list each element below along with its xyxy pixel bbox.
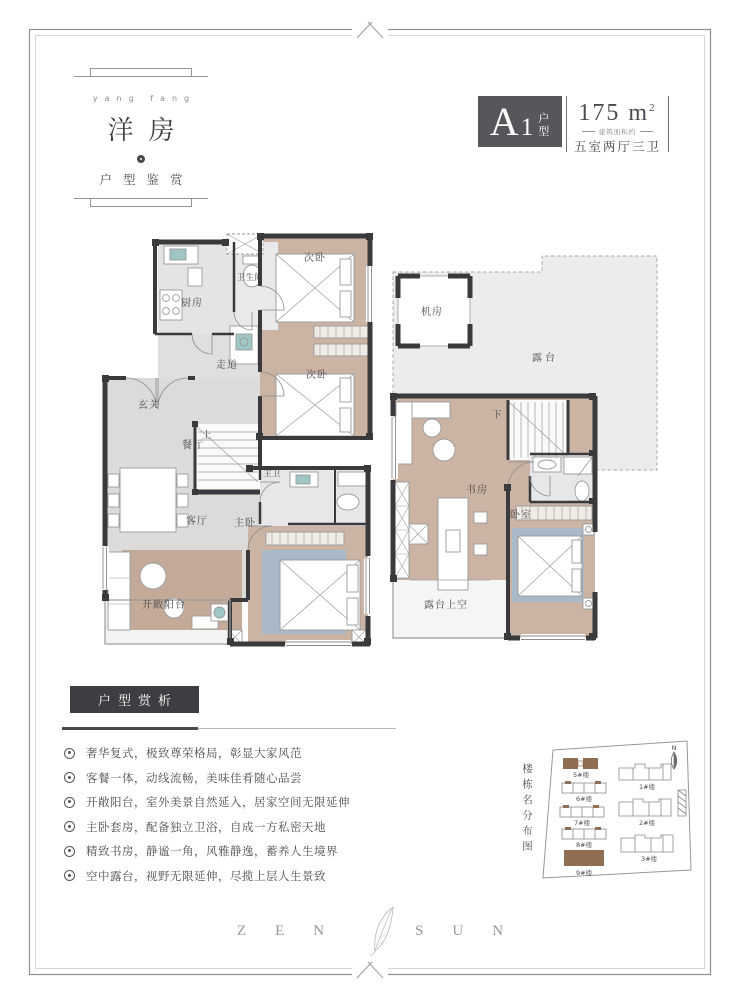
bed-icon	[276, 374, 354, 436]
room-label-balcony: 开敞阳台	[142, 600, 186, 611]
bed-icon	[276, 254, 354, 322]
room-label-dining: 餐厅	[182, 440, 204, 451]
room-label-kitchen: 厨房	[181, 298, 203, 309]
bullet-icon	[64, 870, 75, 881]
plant-icon	[211, 604, 228, 621]
list-item	[64, 864, 454, 889]
room-label-bedroom2b: 次卧	[306, 370, 328, 381]
bullet-icon	[64, 748, 75, 759]
unit-area	[574, 96, 661, 125]
north-compass-icon	[671, 744, 676, 769]
list-item-text: 空中露台，视野无限延伸，尽揽上层人生景致	[86, 868, 326, 883]
unit-letter: A	[489, 98, 519, 144]
unit-spec-detail	[566, 96, 669, 152]
stairs-down-label: 下	[492, 410, 502, 421]
page-title: 洋房	[107, 116, 190, 146]
dash-left	[582, 131, 595, 132]
north-label: N	[671, 744, 677, 752]
list-item	[64, 790, 454, 815]
sitemap-caption: 楼栋名分布图	[521, 763, 533, 856]
list-item	[64, 839, 454, 864]
unit-number: 1	[520, 114, 534, 141]
border-knot-top-icon	[352, 21, 388, 39]
room-label-terrace: 露台	[532, 353, 558, 364]
analysis-rule	[62, 727, 396, 730]
list-item	[64, 766, 454, 791]
list-item	[64, 815, 454, 840]
brand-right: SUN	[415, 922, 533, 939]
border-knot-bottom-icon	[352, 962, 388, 978]
area-note: 建筑面积约	[598, 128, 637, 136]
building-label: 2#楼	[638, 819, 656, 827]
analysis-title: 户型赏析	[70, 686, 199, 713]
unit-spec	[478, 96, 669, 152]
building-label: 9#楼	[575, 869, 593, 877]
dining-table-icon	[108, 468, 188, 532]
list-item-text: 开敞阳台，室外美景自然延入，居家空间无限延伸	[86, 795, 350, 810]
footer-brand	[0, 905, 740, 957]
floorplan-lower	[100, 228, 380, 652]
building-label: 8#楼	[575, 841, 593, 849]
room-label-corridor: 走道	[216, 360, 238, 371]
title-block	[74, 68, 208, 207]
building-label: 6#楼	[575, 795, 593, 803]
bullet-icon	[64, 772, 75, 783]
room-label-entry: 玄关	[138, 400, 160, 411]
room-label-bath: 卫生间	[237, 273, 263, 283]
building-label: 3#楼	[640, 855, 658, 863]
feather-icon	[367, 905, 401, 957]
floorplan-upper	[390, 248, 675, 652]
list-item-text: 精致书房，静谧一角，风雅静逸，蓄养人生境界	[86, 844, 338, 859]
area-unit: m	[628, 100, 650, 126]
title-ornament-top	[74, 68, 208, 77]
washer-icon	[230, 326, 258, 364]
room-label-master-bath: 主卫	[263, 469, 281, 479]
title-dot-icon	[137, 155, 145, 163]
list-item	[64, 741, 454, 766]
room-label-machine: 机房	[421, 307, 443, 318]
room-label-bedroom: 卧室	[510, 510, 532, 521]
rooms-summary: 五室两厅三卫	[574, 139, 662, 154]
bullet-icon	[64, 846, 75, 857]
brand-left: ZEN	[236, 922, 354, 939]
list-item-text: 客餐一体，动线流畅，美味佳肴随心品尝	[86, 770, 302, 785]
building-label: 1#楼	[638, 783, 656, 791]
list-item-text: 主卧套房，配备独立卫浴，自成一方私密天地	[86, 819, 326, 834]
analysis-list	[64, 741, 454, 888]
room-label-master-bedroom: 主卧	[234, 518, 256, 529]
room-label-living: 客厅	[186, 516, 208, 527]
stairs-up-label: 上	[202, 430, 212, 441]
dash-right	[640, 131, 653, 132]
area-note-row	[574, 127, 661, 136]
rule-dark-segment	[62, 727, 198, 730]
bullet-icon	[64, 821, 75, 832]
sitemap	[537, 738, 697, 896]
bookshelf-icon	[395, 482, 409, 578]
page-subtitle: 户型鉴赏	[99, 172, 194, 187]
unit-name-badge	[478, 96, 562, 147]
title-pinyin: yang fang	[92, 94, 197, 103]
room-label-study: 书房	[466, 485, 488, 496]
bullet-icon	[64, 797, 75, 808]
title-ornament-bottom	[74, 198, 208, 207]
unit-suffix: 户型	[538, 111, 550, 138]
building-label: 7#楼	[573, 819, 591, 827]
rule-light-segment	[198, 728, 396, 730]
room-label-bedroom2a: 次卧	[304, 253, 326, 264]
area-value: 175	[578, 100, 621, 126]
room-label-terrace-void: 露台上空	[424, 600, 468, 611]
list-item-text: 奢华复式，极致尊荣格局，彰显大家风范	[86, 746, 302, 761]
area-exponent: 2	[649, 102, 657, 114]
building-label: 5#楼	[572, 771, 590, 779]
